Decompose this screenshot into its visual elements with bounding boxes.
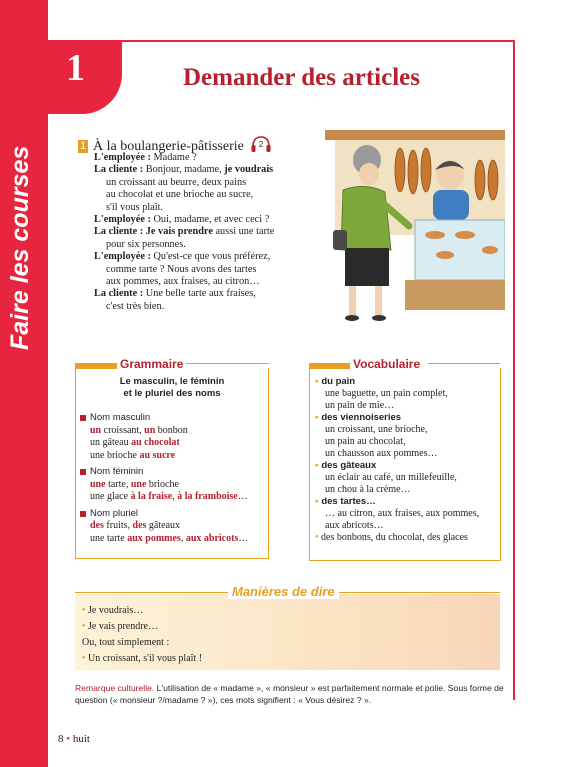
page-footer bbox=[58, 733, 90, 745]
page-word: huit bbox=[72, 733, 90, 745]
vocabulaire-value: une baguette, un pain complet, bbox=[325, 388, 448, 399]
manieres-item: • Je voudrais… bbox=[82, 604, 202, 617]
right-rule bbox=[513, 40, 515, 700]
vocabulaire-value: un pain au chocolat, bbox=[325, 436, 406, 447]
vocabulaire-value: … au citron, aux fraises, aux pommes, bbox=[325, 508, 480, 519]
speaker-label: L'employée : bbox=[94, 251, 154, 263]
highlight-text: Je vais prendre bbox=[145, 226, 213, 238]
page-number: 8 bbox=[58, 733, 64, 745]
vocabulaire-value: un chou à la crème… bbox=[325, 484, 411, 495]
dialog-line: L'employée : Oui, madame, et avec ceci ? bbox=[94, 214, 270, 226]
audio-track-number: 2 bbox=[258, 140, 264, 149]
grammaire-example: une tarte, une brioche bbox=[90, 478, 179, 490]
square-bullet-icon bbox=[80, 469, 86, 475]
bakery-illustration bbox=[305, 130, 505, 325]
highlight-text: au sucre bbox=[139, 449, 176, 461]
dialog-line: La cliente : Je vais prendre aussi une tarte bbox=[94, 226, 275, 238]
highlight-text: aux abricots bbox=[185, 532, 239, 544]
vocabulaire-key: • des viennoiseries bbox=[315, 412, 500, 424]
vocabulaire-header: Vocabulaire bbox=[350, 357, 423, 371]
grammaire-subtitle bbox=[82, 376, 262, 400]
grammaire-example: une glace à la fraise, à la framboise… bbox=[90, 491, 248, 502]
dialog-line: au chocolat et une brioche au sucre, bbox=[106, 189, 254, 201]
vocabulaire-value: un croissant, une brioche, bbox=[325, 424, 428, 435]
manieres-final: • Un croissant, s'il vous plaît ! bbox=[82, 652, 202, 665]
lesson-number: 1 bbox=[66, 47, 85, 89]
dialog-line: La cliente : Bonjour, madame, je voudrais bbox=[94, 164, 274, 176]
speaker-label: La cliente : bbox=[94, 226, 146, 238]
dialog-line: comme tarte ? Nous avons des tartes bbox=[106, 263, 257, 275]
sidebar bbox=[0, 0, 48, 767]
grammaire-header-bar bbox=[75, 363, 117, 369]
highlight-text: un bbox=[90, 424, 102, 436]
dialog bbox=[94, 152, 309, 313]
grammaire-example: une tarte aux pommes, aux abricots… bbox=[90, 532, 249, 544]
highlight-text: aux pommes bbox=[127, 532, 181, 544]
section-number: 1 bbox=[79, 140, 87, 152]
dialog-line: aux pommes, aux fraises, au citron… bbox=[106, 276, 260, 288]
remark-label: Remarque culturelle. bbox=[75, 683, 155, 693]
grammaire-category: Nom pluriel bbox=[80, 508, 266, 521]
dialog-line: un croissant au beurre, deux pains bbox=[106, 176, 247, 188]
speaker-label: La cliente : bbox=[94, 164, 146, 176]
grammaire-category: Nom féminin bbox=[80, 466, 266, 479]
footer-bullet: • bbox=[66, 733, 71, 745]
manieres-item: • Je vais prendre… bbox=[82, 620, 202, 633]
vocabulaire-header-bar bbox=[309, 363, 351, 369]
manieres-title: Manières de dire bbox=[228, 584, 339, 599]
grammaire-example: un croissant, un bonbon bbox=[90, 424, 188, 436]
vocabulaire-list bbox=[315, 376, 500, 544]
vocabulaire-value: aux abricots… bbox=[325, 520, 384, 531]
page-title: Demander des articles bbox=[183, 64, 420, 91]
grammaire-header: Grammaire bbox=[117, 357, 186, 371]
grammaire-example: une brioche au sucre bbox=[90, 449, 176, 461]
speaker-label: La cliente : bbox=[94, 288, 146, 300]
vocabulaire-key: • des gâteaux bbox=[315, 460, 500, 472]
vocabulaire-key: • du pain bbox=[315, 376, 500, 388]
dialog-line: c'est très bien. bbox=[106, 300, 165, 312]
top-rule bbox=[122, 40, 514, 42]
grammaire-category: Nom masculin bbox=[80, 412, 266, 425]
grammaire-subtitle-line: et le pluriel des noms bbox=[123, 388, 221, 399]
vocabulaire-value: un pain de mie… bbox=[325, 400, 395, 411]
grammaire-example: des fruits, des gâteaux bbox=[90, 520, 181, 531]
highlight-text: une bbox=[130, 478, 147, 490]
vocabulaire-key: • des tartes… bbox=[315, 496, 500, 508]
manieres-connector: Ou, tout simplement : bbox=[82, 637, 170, 648]
grammaire-subtitle-line: Le masculin, le féminin bbox=[119, 376, 225, 387]
speaker-label: L'employée : bbox=[94, 152, 154, 163]
remark-text: L'utilisation de « madame », « monsieur » est parfaitement normale et polie. Sous forme de question (« monsieur ?/madame ? »), ces mots signifient : « Vous désirez ? ». bbox=[75, 683, 504, 705]
vocabulaire-header-rule bbox=[428, 363, 500, 364]
dialog-line: pour six personnes. bbox=[106, 238, 186, 250]
square-bullet-icon bbox=[80, 511, 86, 517]
vocabulaire-value: un éclair au café, un millefeuille, bbox=[325, 472, 457, 483]
vocabulaire-value: un chausson aux pommes… bbox=[325, 448, 438, 459]
speaker-label: L'employée : bbox=[94, 214, 154, 226]
dialog-line: s'il vous plaît. bbox=[106, 201, 164, 213]
lesson-number-badge bbox=[48, 40, 122, 114]
grammaire-header-rule bbox=[185, 363, 269, 364]
vocabulaire-last: • des bonbons, du chocolat, des glaces bbox=[315, 532, 468, 543]
cultural-remark bbox=[75, 682, 505, 706]
dialog-line: La cliente : Une belle tarte aux fraises, bbox=[94, 288, 256, 300]
highlight-text: un bbox=[144, 424, 156, 436]
highlight-text: une bbox=[90, 478, 106, 490]
highlight-text: à la framboise bbox=[177, 491, 238, 502]
sidebar-title: Faire les courses bbox=[6, 145, 34, 350]
dialog-line: L'employée : Madame ? bbox=[94, 152, 197, 163]
highlight-text: à la fraise bbox=[130, 491, 173, 502]
highlight-text: des bbox=[90, 520, 104, 531]
grammaire-example: un gâteau au chocolat bbox=[90, 437, 180, 448]
highlight-text: des bbox=[132, 520, 147, 531]
dialog-line: L'employée : Qu'est-ce que vous préférez, bbox=[94, 251, 271, 263]
manieres-list bbox=[82, 604, 202, 668]
square-bullet-icon bbox=[80, 415, 86, 421]
highlight-text: au chocolat bbox=[131, 437, 180, 448]
grammaire-list bbox=[80, 408, 266, 545]
highlight-text: je voudrais bbox=[224, 164, 274, 176]
section-title: À la boulangerie-pâtisserie bbox=[93, 138, 244, 154]
